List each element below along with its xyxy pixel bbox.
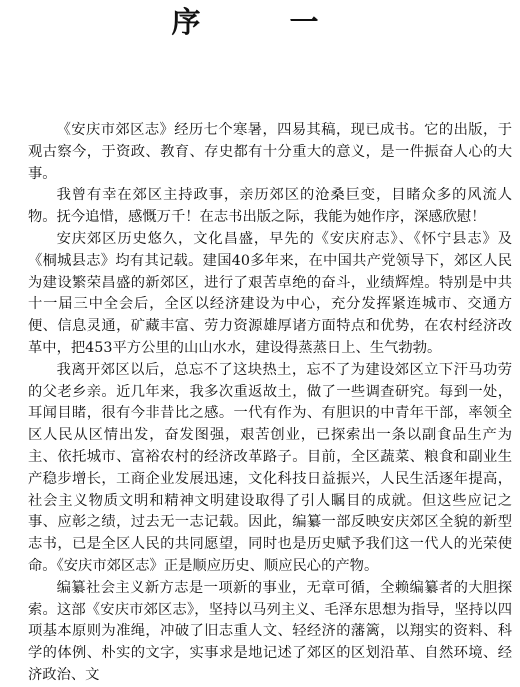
paragraph: 《安庆市郊区志》经历七个寒暑，四易其稿，现已成书。它的出版，于观古察今，于资政、教育、存史都有十分重大的意义，是一件振奋人心的大事。 (28, 122, 512, 182)
paragraph: 安庆郊区历史悠久，文化昌盛，早先的《安庆府志》、《怀宁县志》及《桐城县志》均有其记载。建国40多年来，在中国共产党领导下，郊区人民为建设繁荣昌盛的新郊区，进行了艰苦卓绝的奋斗，业绩辉煌。特别是中共十一届三中全会后，全区以经济建设为中心，充分发挥紧连城市、交通方便、信息灵通，矿藏丰富、劳力资源雄厚诸方面特点和优势，在农村经济改革中，把453平方公里的山山水水，建设得蒸蒸日上、生气勃勃。 (28, 230, 512, 356)
paragraph: 我离开郊区以后，总忘不了这块热土，忘不了为建设郊区立下汗马功劳的父老乡亲。近几年来，我多次重返故土，做了一些调查研究。每到一处，耳闻目睹，很有今非昔比之感。一代有作为、有胆识的中青年干部，率领全区人民从区情出发，奋发图强，艰苦创业，已探索出一条以副食品生产为主、依托城市、富裕农村的经济改革路子。目前，全区蔬菜、粮食和副业生产稳步增长，工商企业发展迅速，文化科技日益振兴，人民生活逐年提高，社会主义物质文明和精神文明建设取得了引人瞩目的成就。但这些应记之事、应彰之绩，过去无一志记载。因此，编纂一部反映安庆郊区全貌的新型志书，已是全区人民的共同愿望，同时也是历史赋予我们这一代人的光荣使命。《安庆市郊区志》正是顺应历史、顺应民心的产物。 (28, 361, 512, 574)
paragraph: 编纂社会主义新方志是一项新的事业，无章可循，全赖编纂者的大胆探索。这部《安庆市郊区志》，坚持以马列主义、毛泽东思想为指导，坚持以四项基本原则为准绳，冲破了旧志重人文、轻经济的藩篱，以翔实的资料、科学的体例、朴实的文字，实事求是地记述了郊区的区划沿革、自然环境、经济政治、文 (28, 579, 512, 683)
body-text (28, 120, 512, 687)
page-title: 序 一 (171, 5, 349, 39)
paragraph: 我曾有幸在郊区主持政事，亲历郊区的沧桑巨变，目睹众多的风流人物。抚今追惜，感慨万千！在志书出版之际，我能为她作序，深感欣慰！ (28, 187, 512, 226)
